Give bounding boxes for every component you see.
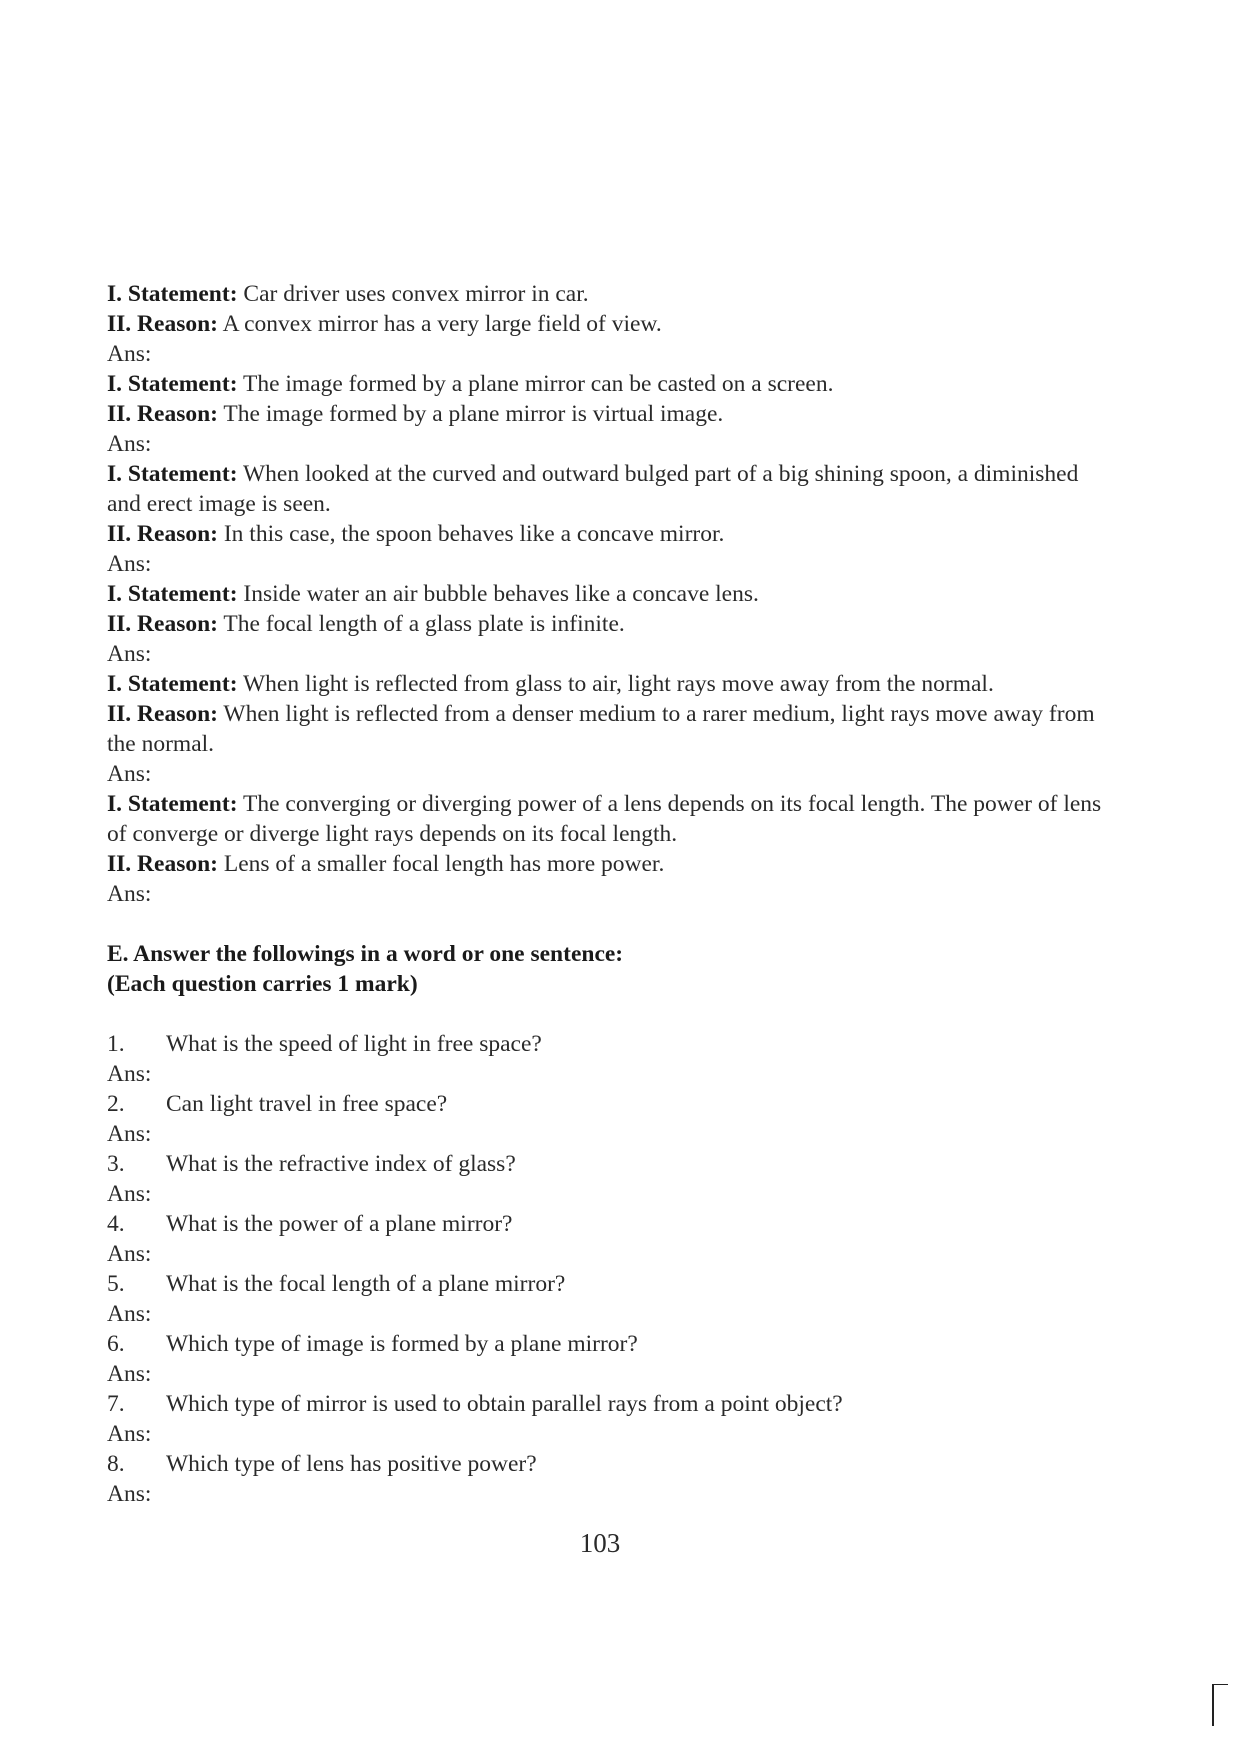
answer-label: Ans: — [107, 1061, 152, 1087]
statement-line — [107, 579, 1107, 609]
question-text: What is the refractive index of glass? — [166, 1151, 516, 1177]
question-number: 4. — [107, 1211, 125, 1237]
reason-text: Lens of a smaller focal length has more power. — [217, 851, 665, 877]
question-number: 6. — [107, 1331, 125, 1357]
page-number: 103 — [579, 1528, 621, 1558]
statement-line — [107, 459, 1107, 519]
reason-text: The image formed by a plane mirror is virtual image. — [217, 401, 724, 427]
statement-text: The converging or diverging power of a lens depends on its focal length. The power of lens of converge or diverge light rays depends on its focal length. — [107, 791, 1102, 847]
question-text: What is the power of a plane mirror? — [166, 1211, 513, 1237]
assertion-reason-list — [107, 279, 1107, 909]
reason-line — [107, 399, 1107, 429]
reason-text: In this case, the spoon behaves like a concave mirror. — [217, 521, 725, 547]
reason-text: When light is reflected from a denser medium to a rarer medium, light rays move away from the normal. — [107, 701, 1095, 757]
statement-label: I. Statement: — [107, 371, 238, 397]
statement-label: I. Statement: — [107, 581, 238, 607]
statement-text: When light is reflected from glass to air, light rays move away from the normal. — [237, 671, 994, 697]
answer-label: Ans: — [107, 641, 152, 667]
statement-label: I. Statement: — [107, 671, 238, 697]
assertion-item-4 — [107, 579, 1107, 669]
answer-label: Ans: — [107, 1241, 152, 1267]
answer-label: Ans: — [107, 1301, 152, 1327]
statement-label: I. Statement: — [107, 281, 238, 307]
question-row — [107, 1209, 1107, 1239]
question-row — [107, 1269, 1107, 1299]
assertion-item-2 — [107, 369, 1107, 459]
crop-mark — [1212, 1684, 1228, 1726]
reason-line — [107, 309, 1107, 339]
question-text: What is the speed of light in free space? — [166, 1031, 542, 1057]
answer-label: Ans: — [107, 551, 152, 577]
reason-label: II. Reason: — [107, 851, 218, 877]
assertion-item-6 — [107, 789, 1107, 909]
assertion-item-3 — [107, 459, 1107, 579]
answer-label: Ans: — [107, 1121, 152, 1147]
question-row — [107, 1029, 1107, 1059]
statement-text: The image formed by a plane mirror can be casted on a screen. — [237, 371, 834, 397]
statement-label: I. Statement: — [107, 461, 238, 487]
statement-text: Car driver uses convex mirror in car. — [237, 281, 589, 307]
reason-line — [107, 849, 1107, 879]
question-number: 8. — [107, 1451, 125, 1477]
statement-line — [107, 669, 1107, 699]
question-number: 3. — [107, 1151, 125, 1177]
reason-line — [107, 699, 1107, 759]
question-row — [107, 1329, 1107, 1359]
question-number: 1. — [107, 1031, 125, 1057]
question-number: 7. — [107, 1391, 125, 1417]
answer-label: Ans: — [107, 431, 152, 457]
statement-line — [107, 279, 1107, 309]
question-row — [107, 1089, 1107, 1119]
question-number: 2. — [107, 1091, 125, 1117]
assertion-item-1 — [107, 279, 1107, 369]
question-number: 5. — [107, 1271, 125, 1297]
question-row — [107, 1389, 1107, 1419]
reason-label: II. Reason: — [107, 521, 218, 547]
section-heading-title: E. Answer the followings in a word or one sentence: — [107, 941, 624, 967]
question-row — [107, 1449, 1107, 1479]
reason-label: II. Reason: — [107, 401, 218, 427]
question-text: Which type of image is formed by a plane mirror? — [166, 1331, 638, 1357]
answer-label: Ans: — [107, 1421, 152, 1447]
reason-label: II. Reason: — [107, 701, 218, 727]
answer-label: Ans: — [107, 881, 152, 907]
answer-label: Ans: — [107, 1181, 152, 1207]
reason-text: The focal length of a glass plate is infinite. — [217, 611, 625, 637]
reason-label: II. Reason: — [107, 611, 218, 637]
answer-label: Ans: — [107, 1361, 152, 1387]
statement-text: Inside water an air bubble behaves like a concave lens. — [237, 581, 759, 607]
statement-line — [107, 369, 1107, 399]
question-text: Which type of mirror is used to obtain parallel rays from a point object? — [166, 1391, 843, 1417]
reason-label: II. Reason: — [107, 311, 218, 337]
statement-text: When looked at the curved and outward bulged part of a big shining spoon, a diminished and erect image is seen. — [107, 461, 1079, 517]
reason-line — [107, 609, 1107, 639]
reason-text: A convex mirror has a very large field of view. — [217, 311, 662, 337]
section-heading-marks: (Each question carries 1 mark) — [107, 971, 418, 997]
question-text: What is the focal length of a plane mirror? — [166, 1271, 566, 1297]
question-text: Can light travel in free space? — [166, 1091, 448, 1117]
reason-line — [107, 519, 1107, 549]
question-list — [107, 1029, 1107, 1509]
statement-line — [107, 789, 1107, 849]
statement-label: I. Statement: — [107, 791, 238, 817]
section-e-heading — [107, 939, 1107, 999]
assertion-item-5 — [107, 669, 1107, 789]
answer-label: Ans: — [107, 1481, 152, 1507]
question-row — [107, 1149, 1107, 1179]
question-text: Which type of lens has positive power? — [166, 1451, 537, 1477]
answer-label: Ans: — [107, 341, 152, 367]
page-content — [107, 279, 1107, 1509]
answer-label: Ans: — [107, 761, 152, 787]
